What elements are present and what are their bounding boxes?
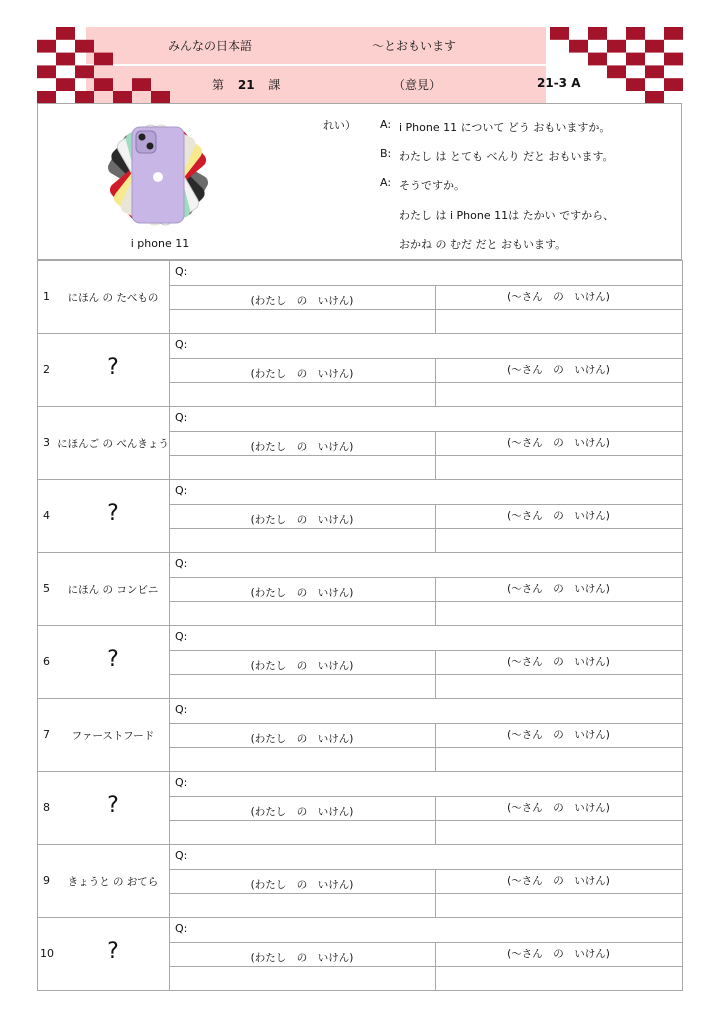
row-topic-placeholder: ? (107, 355, 119, 380)
row-topic-placeholder: ? (107, 647, 119, 672)
row-number: 1 (43, 290, 50, 303)
question-divider (169, 869, 682, 870)
question-divider (169, 942, 682, 943)
lesson-prefix: 第 (212, 78, 225, 92)
example-line-5: おかね の むだ だと おもいます。 (399, 238, 567, 251)
example-line-2: わたし は とても べんり だと おもいます。 (399, 150, 614, 163)
question-label: Q: (175, 338, 188, 351)
my-opinion-input[interactable] (171, 530, 433, 550)
question-divider (169, 577, 682, 578)
row-top-border (37, 479, 683, 480)
row-top-border (37, 844, 683, 845)
question-input[interactable] (195, 262, 675, 283)
question-label: Q: (175, 776, 188, 789)
example-speaker-1: A: (380, 118, 392, 131)
label-divider (169, 893, 682, 894)
their-opinion-label: (～さん の いけん) (507, 729, 610, 741)
row-top-border (37, 406, 683, 407)
row-top-border (37, 625, 683, 626)
topic-label: （意見） (393, 78, 442, 92)
label-divider (169, 601, 682, 602)
example-line-3: そうですか。 (399, 179, 465, 192)
row-topic-placeholder: ? (107, 939, 119, 964)
row-top-border (37, 552, 683, 553)
my-opinion-label: (わたし の いけん) (250, 879, 354, 891)
row-top-border (37, 260, 683, 261)
question-label: Q: (175, 265, 188, 278)
question-label: Q: (175, 411, 188, 424)
their-opinion-input[interactable] (437, 311, 680, 331)
question-divider (169, 723, 682, 724)
label-divider (169, 382, 682, 383)
example-speaker-2: B: (380, 147, 392, 160)
row-topic: にほんご の べんきょう (57, 438, 169, 450)
my-opinion-label: (わたし の いけん) (250, 295, 354, 307)
their-opinion-label: (～さん の いけん) (507, 656, 610, 668)
my-opinion-label: (わたし の いけん) (250, 733, 354, 745)
row-number: 10 (40, 947, 54, 960)
question-input[interactable] (195, 481, 675, 502)
question-label: Q: (175, 557, 188, 570)
row-number: 9 (43, 874, 50, 887)
their-opinion-label: (～さん の いけん) (507, 364, 610, 376)
sheet-code: 21-3 A (537, 76, 581, 90)
their-opinion-input[interactable] (437, 968, 680, 988)
question-input[interactable] (195, 408, 675, 429)
label-divider (169, 966, 682, 967)
my-opinion-input[interactable] (171, 749, 433, 769)
row-top-border (37, 917, 683, 918)
question-label: Q: (175, 922, 188, 935)
my-opinion-input[interactable] (171, 822, 433, 842)
my-opinion-input[interactable] (171, 676, 433, 696)
question-divider (169, 504, 682, 505)
row-number: 4 (43, 509, 50, 522)
image-caption: i phone 11 (130, 237, 190, 250)
question-input[interactable] (195, 773, 675, 794)
question-label: Q: (175, 630, 188, 643)
their-opinion-input[interactable] (437, 603, 680, 623)
row-number: 8 (43, 801, 50, 814)
my-opinion-label: (わたし の いけん) (250, 806, 354, 818)
question-input[interactable] (195, 919, 675, 940)
their-opinion-input[interactable] (437, 384, 680, 404)
row-topic: きょうと の おてら (67, 876, 159, 888)
question-input[interactable] (195, 554, 675, 575)
my-opinion-input[interactable] (171, 384, 433, 404)
my-opinion-label: (わたし の いけん) (250, 660, 354, 672)
question-input[interactable] (195, 627, 675, 648)
example-label: れい） (323, 119, 356, 132)
their-opinion-input[interactable] (437, 895, 680, 915)
my-opinion-input[interactable] (171, 968, 433, 988)
label-divider (169, 528, 682, 529)
label-divider (169, 820, 682, 821)
their-opinion-label: (～さん の いけん) (507, 802, 610, 814)
row-top-border (37, 771, 683, 772)
their-opinion-label: (～さん の いけん) (507, 583, 610, 595)
book-title: みんなの日本語 (168, 39, 253, 53)
question-divider (169, 650, 682, 651)
their-opinion-label: (～さん の いけん) (507, 875, 610, 887)
my-opinion-input[interactable] (171, 457, 433, 477)
question-divider (169, 285, 682, 286)
example-speaker-3: A: (380, 176, 392, 189)
my-opinion-label: (わたし の いけん) (250, 587, 354, 599)
their-opinion-label: (～さん の いけん) (507, 510, 610, 522)
my-opinion-input[interactable] (171, 895, 433, 915)
their-opinion-input[interactable] (437, 822, 680, 842)
table-border-bottom (37, 990, 683, 991)
row-number: 3 (43, 436, 50, 449)
lesson-number: 21 (237, 78, 255, 92)
question-label: Q: (175, 849, 188, 862)
question-input[interactable] (195, 700, 675, 721)
row-number: 6 (43, 655, 50, 668)
row-topic-placeholder: ? (107, 501, 119, 526)
their-opinion-input[interactable] (437, 457, 680, 477)
my-opinion-label: (わたし の いけん) (250, 952, 354, 964)
row-number: 2 (43, 363, 50, 376)
label-divider (169, 674, 682, 675)
their-opinion-input[interactable] (437, 530, 680, 550)
example-line-4: わたし は i Phone 11は たかい ですから、 (399, 209, 615, 222)
label-divider (169, 747, 682, 748)
row-topic: ファーストフード (71, 730, 155, 742)
question-divider (169, 796, 682, 797)
row-topic-placeholder: ? (107, 793, 119, 818)
lesson-suffix: 課 (268, 78, 281, 92)
question-input[interactable] (195, 335, 675, 356)
row-number: 5 (43, 582, 50, 595)
my-opinion-label: (わたし の いけん) (250, 368, 354, 380)
my-opinion-input[interactable] (171, 603, 433, 623)
row-number: 7 (43, 728, 50, 741)
row-top-border (37, 333, 683, 334)
their-opinion-input[interactable] (437, 749, 680, 769)
question-label: Q: (175, 484, 188, 497)
their-opinion-label: (～さん の いけん) (507, 437, 610, 449)
row-topic: にほん の コンビニ (67, 584, 159, 596)
question-divider (169, 358, 682, 359)
question-divider (169, 431, 682, 432)
my-opinion-input[interactable] (171, 311, 433, 331)
their-opinion-input[interactable] (437, 676, 680, 696)
question-input[interactable] (195, 846, 675, 867)
their-opinion-label: (～さん の いけん) (507, 291, 610, 303)
row-top-border (37, 698, 683, 699)
label-divider (169, 455, 682, 456)
label-divider (169, 309, 682, 310)
row-topic: にほん の たべもの (67, 292, 159, 304)
my-opinion-label: (わたし の いけん) (250, 441, 354, 453)
example-line-1: i Phone 11 について どう おもいますか。 (399, 121, 611, 134)
grammar-point: ～とおもいます (372, 39, 457, 53)
question-label: Q: (175, 703, 188, 716)
their-opinion-label: (～さん の いけん) (507, 948, 610, 960)
my-opinion-label: (わたし の いけん) (250, 514, 354, 526)
